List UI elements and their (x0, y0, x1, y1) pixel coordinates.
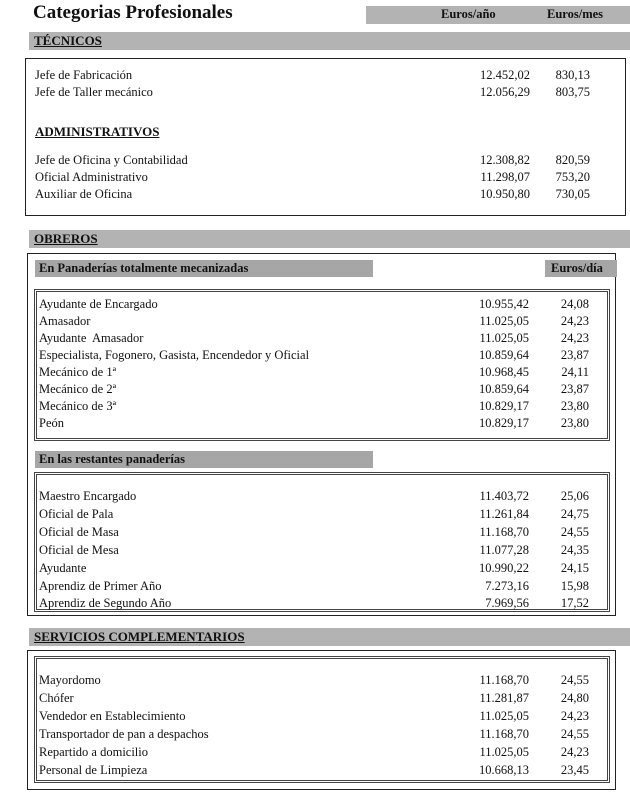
table-row (39, 691, 609, 706)
category-name: Repartido a domicilio (39, 745, 149, 759)
table-row (39, 331, 609, 346)
euros-year: 10.829,17 (479, 399, 529, 413)
table-row (39, 561, 609, 576)
euros-year: 11.168,70 (479, 673, 529, 687)
euros-year: 11.261,84 (479, 507, 529, 521)
table-row (35, 170, 615, 185)
euros-year: 10.990,22 (479, 561, 529, 575)
restantes-box (34, 472, 610, 612)
section-label: OBREROS (34, 231, 98, 246)
mecanizadas-box (34, 289, 610, 441)
euros-day: 24,80 (560, 691, 589, 705)
euros-day: 24,11 (561, 365, 589, 379)
euros-year: 11.025,05 (479, 331, 529, 345)
category-name: Jefe de Oficina y Contabilidad (35, 153, 188, 167)
euros-day: 24,55 (560, 727, 589, 741)
category-name: Peón (39, 416, 64, 430)
section-header-tecnicos (29, 32, 630, 50)
euros-day: 24,23 (560, 709, 589, 723)
subsection-label: En las restantes panaderías (39, 452, 185, 466)
euros-year: 10.968,45 (479, 365, 529, 379)
euros-day: 23,80 (560, 416, 589, 430)
euros-year: 7.969,56 (485, 596, 529, 610)
euros-day: 24,55 (560, 673, 589, 687)
table-row (39, 763, 609, 778)
euros-year: 11.168,70 (479, 525, 529, 539)
category-name: Aprendiz de Primer Año (39, 579, 162, 593)
euros-day: 24,55 (560, 525, 589, 539)
table-row (35, 68, 615, 83)
euros-year: 7.273,16 (485, 579, 529, 593)
table-row (39, 709, 609, 724)
euros-day: 24,23 (560, 314, 589, 328)
category-name: Mecánico de 3ª (39, 399, 117, 413)
euros-day: 23,87 (560, 382, 589, 396)
euros-year: 10.859,64 (479, 348, 529, 362)
category-name: Chófer (39, 691, 74, 705)
table-row (39, 507, 609, 522)
column-header-euros-month: Euros/mes (547, 7, 604, 21)
euros-year: 11.403,72 (479, 489, 529, 503)
category-name: Especialista, Fogonero, Gasista, Encendedor y Oficial (39, 348, 310, 362)
euros-month: 830,13 (555, 68, 590, 82)
euros-month: 730,05 (555, 187, 590, 201)
page-title: Categorias Profesionales (33, 2, 233, 23)
euros-day: 23,87 (560, 348, 589, 362)
column-header-euros-day: Euros/día (551, 261, 603, 275)
euros-day: 15,98 (560, 579, 589, 593)
table-row (39, 382, 609, 397)
euros-year: 10.668,13 (479, 763, 529, 777)
euros-year: 11.281,87 (479, 691, 529, 705)
euros-year: 11.168,70 (479, 727, 529, 741)
category-name: Mecánico de 1ª (39, 365, 117, 379)
category-name: Ayudante de Encargado (39, 297, 158, 311)
euros-year: 12.308,82 (480, 153, 530, 167)
column-header-euros-year: Euros/año (441, 7, 496, 21)
euros-year: 10.829,17 (479, 416, 529, 430)
table-row (35, 153, 615, 168)
table-row (39, 579, 609, 594)
category-name: Ayudante Amasador (39, 331, 144, 345)
euros-year: 12.452,02 (480, 68, 530, 82)
category-name: Vendedor en Establecimiento (39, 709, 186, 723)
category-name: Ayudante (39, 561, 87, 575)
section-label: SERVICIOS COMPLEMENTARIOS (34, 629, 245, 644)
euros-day: 23,45 (560, 763, 589, 777)
euros-day: 24,08 (560, 297, 589, 311)
section-label: TÉCNICOS (34, 33, 102, 48)
category-name: Aprendiz de Segundo Año (39, 596, 172, 610)
euros-year: 10.950,80 (480, 187, 530, 201)
table-row (39, 365, 609, 380)
category-name: Auxiliar de Oficina (35, 187, 133, 201)
table-row (39, 489, 609, 504)
column-header-euros-day-bar (545, 260, 617, 277)
euros-year: 11.298,07 (480, 170, 530, 184)
table-row (35, 85, 615, 100)
table-row (39, 297, 609, 312)
table-row (39, 596, 609, 611)
euros-day: 17,52 (560, 596, 589, 610)
servicios-box (27, 650, 616, 790)
euros-year: 10.859,64 (479, 382, 529, 396)
tecnicos-admin-box (25, 58, 626, 216)
euros-year: 11.025,05 (479, 709, 529, 723)
category-name: Mecánico de 2ª (39, 382, 117, 396)
subsection-header-mecanizadas (35, 260, 373, 277)
subsection-label: En Panaderías totalmente mecanizadas (39, 261, 249, 275)
euros-month: 803,75 (555, 85, 590, 99)
euros-month: 820,59 (555, 153, 590, 167)
table-row (39, 745, 609, 760)
category-name: Oficial de Pala (39, 507, 114, 521)
category-name: Mayordomo (39, 673, 101, 687)
euros-year: 11.025,05 (479, 314, 529, 328)
category-name: Oficial Administrativo (35, 170, 148, 184)
euros-day: 24,35 (560, 543, 589, 557)
euros-year: 11.077,28 (479, 543, 529, 557)
table-row (39, 348, 609, 363)
table-row (39, 399, 609, 414)
category-name: Maestro Encargado (39, 489, 137, 503)
euros-year: 11.025,05 (479, 745, 529, 759)
table-row (39, 525, 609, 540)
euros-year: 12.056,29 (480, 85, 530, 99)
category-name: Transportador de pan a despachos (39, 727, 209, 741)
category-name: Oficial de Mesa (39, 543, 119, 557)
category-name: Oficial de Masa (39, 525, 119, 539)
section-label-administrativos: ADMINISTRATIVOS (35, 124, 160, 139)
category-name: Personal de Limpieza (39, 763, 148, 777)
table-row (39, 673, 609, 688)
table-row (39, 314, 609, 329)
servicios-inner-box (34, 656, 610, 783)
euros-day: 25,06 (560, 489, 589, 503)
euros-day: 23,80 (560, 399, 589, 413)
euros-year: 10.955,42 (479, 297, 529, 311)
obreros-box (27, 253, 616, 616)
euros-day: 24,23 (560, 331, 589, 345)
subsection-header-restantes (35, 451, 373, 468)
euros-day: 24,15 (560, 561, 589, 575)
table-row (39, 727, 609, 742)
table-row (35, 187, 615, 202)
euros-day: 24,75 (560, 507, 589, 521)
section-header-servicios (29, 628, 630, 646)
table-row (39, 543, 609, 558)
category-name: Jefe de Fabricación (35, 68, 133, 82)
section-header-obreros (29, 230, 630, 248)
euros-month: 753,20 (555, 170, 590, 184)
category-name: Amasador (39, 314, 91, 328)
table-row (39, 416, 609, 431)
category-name: Jefe de Taller mecánico (35, 85, 153, 99)
euros-day: 24,23 (560, 745, 589, 759)
